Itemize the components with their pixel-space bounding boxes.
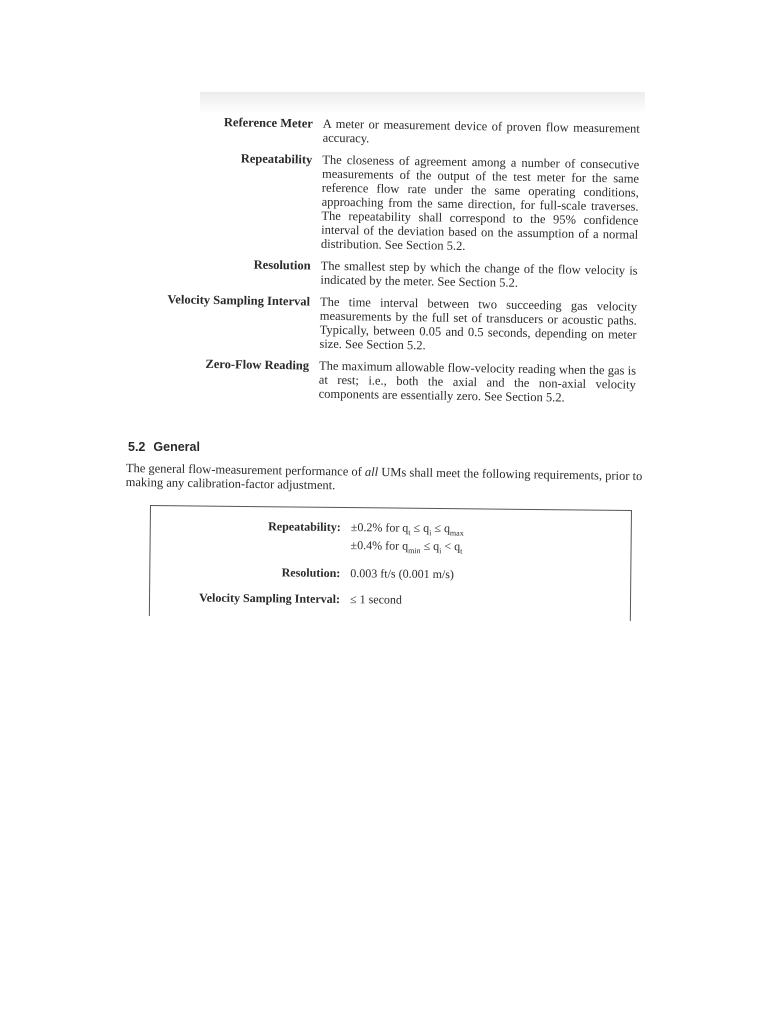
intro-text-after: UMs shall meet the following requirements, prior to making any calibration-factor adjustment.	[125, 464, 643, 493]
definitions-list	[145, 114, 640, 414]
requirement-value: 0.003 ft/s (0.001 m/s)	[350, 566, 455, 582]
definition-text: The time interval between two succeeding gas velocity measurements by the full set of transducers or acoustic paths. Typically, between 0.05 and 0.5 seconds, depending on meter size. See Section 5.2.	[319, 294, 638, 353]
requirement-value: ≤ 1 second	[349, 592, 403, 607]
requirement-value	[350, 538, 462, 559]
value-text: ±0.4% for q	[350, 538, 409, 553]
requirements-box	[149, 505, 632, 621]
value-subscript: i	[429, 528, 432, 538]
value-subscript: t	[460, 546, 463, 556]
definition-item	[146, 356, 637, 406]
requirement-label: Repeatability:	[268, 519, 341, 534]
definition-item	[146, 292, 637, 356]
definition-item	[148, 150, 639, 256]
definition-term: Resolution	[253, 257, 311, 273]
value-subscript: min	[408, 546, 421, 556]
value-text: ≤ q	[410, 520, 430, 535]
scan-shadow	[200, 92, 645, 114]
definition-text: The closeness of agreement among a number of consecutive measurements of the output of the test meter for the same reference flow rate under the same operating conditions, approaching from the same direction, for full-scale traverses. The repeatability shall correspond to the 95% confidence interval of the deviation based on the assumption of a normal distribution. See Section 5.2.	[320, 152, 640, 253]
section-title: General	[153, 440, 200, 454]
section-heading	[128, 440, 200, 454]
requirement-row-resolution	[150, 564, 454, 582]
value-text: ±0.2% for q	[350, 520, 409, 535]
value-text: < q	[441, 539, 461, 554]
requirement-label: Resolution:	[281, 565, 341, 580]
value-subscript: i	[439, 546, 442, 556]
value-subscript: t	[408, 528, 411, 538]
intro-text-before: The general flow-measurement performance of	[125, 461, 366, 479]
value-text: ≤ q	[431, 520, 451, 536]
definition-text: The maximum allowable flow-velocity reading when the gas is at rest; i.e., both the axial and the non-axial velocity components are essentially zero. See Section 5.2.	[318, 358, 637, 405]
definition-term: Velocity Sampling Interval	[167, 292, 311, 309]
definition-term: Repeatability	[240, 151, 313, 167]
section-number: 5.2	[128, 440, 146, 454]
definition-item	[147, 256, 637, 292]
requirement-row-sampling-interval	[150, 590, 402, 608]
definition-text: A meter or measurement device of proven flow measurement accuracy.	[322, 116, 640, 146]
requirement-label: Velocity Sampling Interval:	[199, 590, 341, 606]
value-text: ≤ q	[420, 538, 440, 554]
definition-term: Zero-Flow Reading	[205, 356, 310, 373]
definition-item	[150, 114, 640, 150]
definition-term: Reference Meter	[223, 115, 313, 131]
definition-text: The smallest step by which the change of the flow velocity is indicated by the meter. See Section 5.2.	[320, 258, 638, 290]
intro-paragraph	[126, 461, 666, 497]
requirement-row-repeatability-2	[150, 536, 462, 559]
requirement-label-empty	[150, 536, 350, 557]
intro-emphasis: all	[364, 464, 379, 479]
value-subscript: max	[449, 528, 464, 538]
